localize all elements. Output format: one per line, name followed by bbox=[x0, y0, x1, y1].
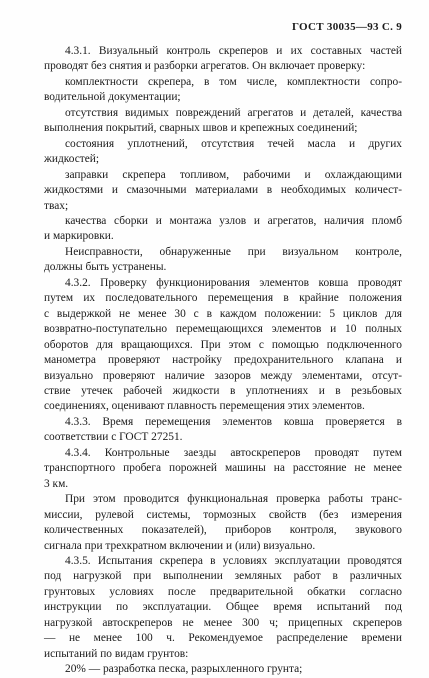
text-line: 4.3.5. Испытания скрепера в условиях эксплуатации проводятся bbox=[65, 554, 402, 567]
text-line: качества сборки и монтажа узлов и агрегатов, наличия пломб bbox=[65, 214, 402, 227]
text-line: 3 км. bbox=[44, 477, 69, 490]
text-line: сигнала при трехкратном включении и (или) визуально. bbox=[44, 539, 316, 552]
text-line: и маркировки. bbox=[44, 230, 114, 243]
page-header: ГОСТ 30035—93 С. 9 bbox=[291, 21, 402, 33]
text-line: жидкостями и смазочными материалами в необходимых количест- bbox=[44, 184, 402, 197]
text-line: под нагрузкой при выполнении земляных работ в различных bbox=[44, 570, 402, 583]
text-line: ствие утечек рабочей жидкости в уплотнениях и в резьбовых bbox=[44, 384, 402, 397]
text-line: должны быть устранены. bbox=[44, 261, 167, 274]
text-line: проводят без снятия и разборки агрегатов. Он включает проверку: bbox=[44, 60, 366, 73]
text-line: визуально проверяют наличие зазоров между элементами, отсут- bbox=[44, 369, 402, 382]
text-line: инструкции по эксплуатации. Общее время испытаний под bbox=[44, 601, 402, 614]
text-line: 4.3.2. Проверку функционирования элементов ковша проводят bbox=[65, 276, 402, 289]
text-line: — не менее 100 ч. Рекомендуемое распределение времени bbox=[44, 632, 402, 645]
text-line: выполнения покрытий, сварных швов и крепежных соединений; bbox=[44, 122, 358, 135]
text-line: комплектности скрепера, в том числе, комплектности сопро- bbox=[65, 75, 402, 88]
text-line: нагрузкой автоскреперов не менее 300 ч; прицепных скреперов bbox=[44, 616, 402, 629]
text-line: 4.3.3. Время перемещения элементов ковша проверяется в bbox=[65, 415, 402, 428]
text-line: возвратно-поступательно перемещающихся элементов и 10 полных bbox=[44, 323, 402, 336]
text-line: путем их последовательного перемещения в крайние положения bbox=[44, 292, 402, 305]
text-line: заправки скрепера топливом, рабочими и охлаждающими bbox=[65, 168, 402, 181]
text-line: транспортного пробега порожней машины на расстояние не менее bbox=[44, 462, 402, 475]
text-line: Неисправности, обнаруженные при визуальном контроле, bbox=[65, 245, 402, 258]
text-line: миссии, рулевой системы, тормозных свойств (без измерения bbox=[44, 508, 402, 521]
text-line: 20% — разработка песка, разрыхленного грунта; bbox=[65, 663, 303, 676]
text-line: 4.3.1. Визуальный контроль скреперов и их составных частей bbox=[65, 45, 402, 57]
text-line: отсутствия видимых повреждений агрегатов и деталей, качества bbox=[65, 106, 402, 119]
text-line: грунтовых условиях после предварительной обкатки согласно bbox=[44, 585, 402, 598]
text-line: состояния уплотнений, отсутствия течей масла и других bbox=[65, 137, 402, 150]
document-body bbox=[44, 44, 402, 678]
text-line: водительной документации; bbox=[44, 91, 181, 104]
text-line: оборотов для вращающихся. При этом с помощью подключенного bbox=[44, 338, 402, 351]
text-line: твах; bbox=[44, 199, 69, 212]
text-line: количественных показателей), приборов контроля, звукового bbox=[44, 524, 402, 537]
text-line: соответствии с ГОСТ 27251. bbox=[44, 431, 183, 444]
text-line: При этом проводится функциональная проверка работы транс- bbox=[65, 493, 402, 506]
text-line: 4.3.4. Контрольные заезды автоскреперов проводят путем bbox=[65, 446, 402, 459]
text-line: с выдержкой не менее 30 с в каждом положении: 5 циклов для bbox=[44, 307, 402, 320]
text-line: испытаний по видам грунтов: bbox=[44, 647, 189, 660]
text-line: манометра проверяют настройку предохранительного клапана и bbox=[44, 354, 402, 367]
text-line: соединениях, оценивают плавность перемещения этих элементов. bbox=[44, 400, 365, 413]
text-line: жидкостей; bbox=[44, 153, 100, 166]
